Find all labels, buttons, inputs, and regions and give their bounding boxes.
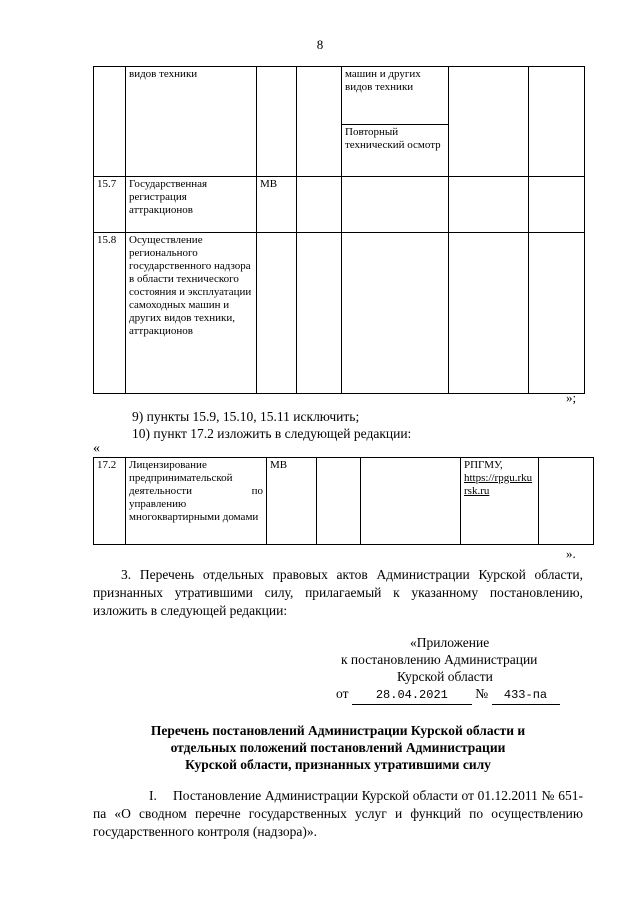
heading-line: Курской области, признанных утратившими силу bbox=[185, 757, 491, 772]
from-label: от bbox=[336, 686, 349, 701]
cell-empty bbox=[342, 233, 449, 394]
cell-empty bbox=[529, 67, 585, 177]
stage-text: машин и других видов техники bbox=[342, 67, 448, 125]
appendix-title: «Приложение bbox=[410, 635, 490, 650]
cell-code: МВ bbox=[267, 458, 317, 545]
cell-num: 15.8 bbox=[94, 233, 126, 394]
cell-empty bbox=[529, 233, 585, 394]
cell-name: Лицензирование предпринимательской деятельности по управлению многоквартирными домами bbox=[126, 458, 267, 545]
item-text: Постановление Администрации Курской области от 01.12.2011 № 651-па «О сводном перечне государственных услуг и функций по осуществлению государственного контроля (надзора)». bbox=[93, 788, 583, 839]
cell-empty bbox=[529, 177, 585, 233]
closing-quote: ». bbox=[566, 546, 576, 561]
open-quote: « bbox=[93, 441, 100, 456]
cell-empty bbox=[361, 458, 461, 545]
cell-name: видов техники bbox=[126, 67, 257, 177]
cell-name: Осуществление регионального государственного надзора в области технического состояния и эксплуатации самоходных машин и других видов техники, аттракционов bbox=[126, 233, 257, 394]
cell-code bbox=[257, 67, 297, 177]
cell-stages bbox=[342, 67, 449, 177]
heading-line: Перечень постановлений Администрации Курской области и bbox=[150, 723, 526, 738]
item-9: 9) пункты 15.9, 15.10, 15.11 исключить; bbox=[132, 409, 360, 424]
cell-empty bbox=[449, 67, 529, 177]
item-10: 10) пункт 17.2 изложить в следующей редакции: bbox=[132, 426, 412, 441]
number-label: № bbox=[475, 686, 489, 701]
stage-text: Повторный технический осмотр bbox=[345, 126, 441, 151]
cell-num: 17.2 bbox=[94, 458, 126, 545]
appendix-date-line bbox=[336, 685, 560, 705]
table-row bbox=[94, 458, 594, 545]
cell-empty bbox=[342, 177, 449, 233]
portal-link[interactable]: https://rpgu.rkursk.ru bbox=[464, 472, 533, 497]
closing-quote: »; bbox=[566, 390, 577, 405]
cell-num bbox=[94, 67, 126, 177]
appendix-line: Курской области bbox=[397, 669, 493, 684]
cell-empty bbox=[539, 458, 594, 545]
cell-empty bbox=[449, 233, 529, 394]
appendix-line: к постановлению Администрации bbox=[341, 652, 538, 667]
table-services-continued bbox=[93, 66, 585, 394]
cell-num: 15.7 bbox=[94, 177, 126, 233]
heading-line: отдельных положений постановлений Администрации bbox=[170, 740, 506, 755]
table-item-17-2 bbox=[93, 457, 594, 545]
paragraph-3: 3. Перечень отдельных правовых актов Администрации Курской области, признанных утратившими силу, прилагаемый к указанному постановлению, изложить в следующей редакции: bbox=[93, 567, 583, 618]
page-number: 8 bbox=[316, 37, 324, 52]
table-row bbox=[94, 67, 585, 177]
table-row bbox=[94, 233, 585, 394]
cell-code: МВ bbox=[257, 177, 297, 233]
cell-empty bbox=[297, 177, 342, 233]
item-number: I. bbox=[149, 788, 157, 803]
table-row bbox=[94, 177, 585, 233]
item-I bbox=[93, 787, 583, 841]
cell-empty bbox=[449, 177, 529, 233]
cell-portal bbox=[461, 458, 539, 545]
cell-name: Государственная регистрация аттракционов bbox=[126, 177, 257, 233]
cell-empty bbox=[317, 458, 361, 545]
number-field: 433-па bbox=[492, 687, 560, 705]
cell-empty bbox=[297, 67, 342, 177]
portal-label: РПГМУ, bbox=[464, 459, 503, 471]
cell-empty bbox=[297, 233, 342, 394]
cell-code bbox=[257, 233, 297, 394]
date-field: 28.04.2021 bbox=[352, 687, 472, 705]
